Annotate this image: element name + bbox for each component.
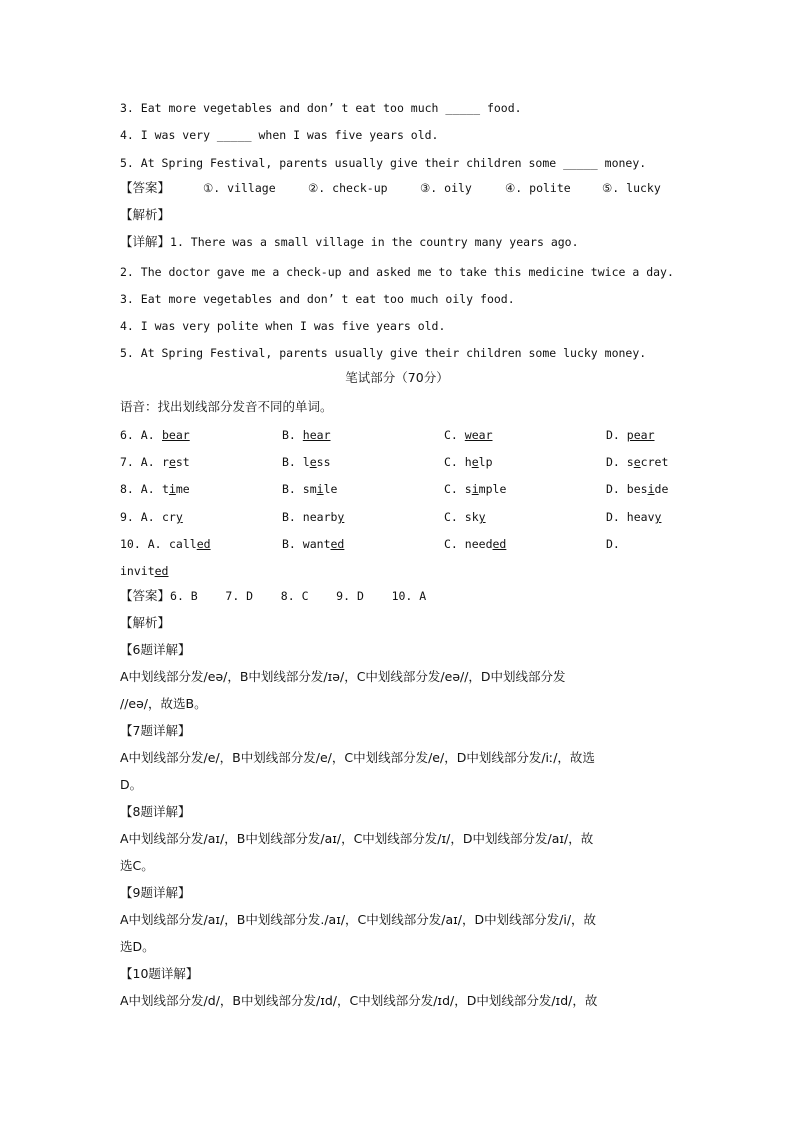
detail-text: 1. There was a small village in the country many years ago. <box>170 235 579 249</box>
underlined-part: hear <box>302 428 331 442</box>
option-word: wanted <box>302 537 345 551</box>
answer-label: 【答案】 <box>120 180 171 195</box>
option-word: cry <box>162 510 183 524</box>
option-c <box>444 536 506 552</box>
underlined-part: i <box>471 482 479 496</box>
option-c <box>444 454 493 470</box>
option-letter: D. <box>606 455 620 469</box>
option-word <box>465 428 493 442</box>
option-b <box>282 536 344 552</box>
detail-label: 【详解】 <box>120 234 171 249</box>
fill-question-5: 5. At Spring Festival, parents usually give their children some _____ money. <box>120 156 647 170</box>
option-a <box>162 509 183 525</box>
analysis-label: 【解析】 <box>120 615 171 630</box>
answer-item: ⑤. lucky <box>602 181 661 195</box>
underlined-part: ed <box>196 537 211 551</box>
explanation-line: A中划线部分发/d/，B中划线部分发/ɪd/，C中划线部分发/ɪd/，D中划线部分发/ɪd/，故 <box>120 993 598 1008</box>
question-number: 9. A. <box>120 510 155 524</box>
option-a <box>162 427 190 443</box>
option-word: help <box>464 455 493 469</box>
option-b <box>282 509 344 525</box>
option-word: secret <box>626 455 669 469</box>
underlined-part: bear <box>162 428 190 442</box>
question-number: 10. A. <box>120 537 162 551</box>
underlined-part: y <box>654 510 662 524</box>
option-a <box>162 454 190 470</box>
underlined-part: e <box>309 455 317 469</box>
answer-item: ①. village <box>203 181 276 195</box>
option-word: time <box>162 482 190 496</box>
option-letter: B. <box>282 455 296 469</box>
explanation-line: //eə/，故选B。 <box>120 696 207 711</box>
option-word: sky <box>464 510 486 524</box>
option-letter: D. <box>606 428 620 442</box>
answer-item: ③. oily <box>420 181 472 195</box>
option-b <box>282 454 331 470</box>
explanation-title: 【10题详解】 <box>120 966 199 981</box>
answer-key-text: 6. B 7. D 8. C 9. D 10. A <box>170 589 427 603</box>
detail-line-4: 4. I was very polite when I was five years old. <box>120 319 446 333</box>
option-word <box>627 428 655 442</box>
underlined-part: y <box>337 510 345 524</box>
question-number: 7. A. <box>120 455 155 469</box>
answer-key-line <box>120 588 426 604</box>
detail-line-3: 3. Eat more vegetables and don’ t eat too much oily food. <box>120 292 515 306</box>
option-word: needed <box>464 537 507 551</box>
underlined-part: i <box>316 482 324 496</box>
option-letter: C. <box>444 455 458 469</box>
underlined-part: i <box>647 482 655 496</box>
explanation-line: A中划线部分发/eə/，B中划线部分发/ɪə/，C中划线部分发/eə//，D中划线部分发 <box>120 669 566 684</box>
option-letter: B. <box>282 510 296 524</box>
underlined-part: e <box>633 455 641 469</box>
option-letter: B. <box>282 537 296 551</box>
underlined-part: e <box>471 455 479 469</box>
underlined-part: ed <box>492 537 507 551</box>
option-d <box>606 509 661 525</box>
underlined-part: wear <box>464 428 493 442</box>
explanation-line: 选C。 <box>120 858 154 873</box>
explanation-title: 【7题详解】 <box>120 723 191 738</box>
option-word: heavy <box>626 510 662 524</box>
explanation-line: D。 <box>120 777 143 792</box>
option-word: rest <box>162 455 190 469</box>
question-number: 6. A. <box>120 428 155 442</box>
underlined-part: y <box>478 510 486 524</box>
option-d-wrap: invited <box>120 564 169 578</box>
detail-line-5: 5. At Spring Festival, parents usually give their children some lucky money. <box>120 346 647 360</box>
option-word: simple <box>464 482 507 496</box>
underlined-part: e <box>168 455 176 469</box>
option-word: called <box>169 537 211 551</box>
option-letter: B. <box>282 482 296 496</box>
option-word: beside <box>626 482 669 496</box>
analysis-label: 【解析】 <box>120 207 171 222</box>
answer-item: ②. check-up <box>308 181 388 195</box>
explanation-line: A中划线部分发/aɪ/，B中划线部分发/aɪ/，C中划线部分发/ɪ/，D中划线部分发/aɪ/，故 <box>120 831 594 846</box>
option-d <box>606 427 655 443</box>
option-d <box>606 454 668 470</box>
fill-question-4: 4. I was very _____ when I was five years old. <box>120 128 439 142</box>
option-letter: C. <box>444 510 458 524</box>
option-letter: B. <box>282 428 296 442</box>
option-word: nearby <box>302 510 345 524</box>
option-a <box>169 536 211 552</box>
option-a <box>162 481 190 497</box>
option-b <box>282 481 337 497</box>
question-number: 8. A. <box>120 482 155 496</box>
option-c <box>444 509 486 525</box>
phonics-instruction: 语音：找出划线部分发音不同的单词。 <box>120 399 333 414</box>
explanation-line: A中划线部分发/e/，B中划线部分发/e/，C中划线部分发/e/，D中划线部分发/iː/，故选 <box>120 750 595 765</box>
option-d <box>606 481 668 497</box>
explanation-title: 【6题详解】 <box>120 642 191 657</box>
option-letter: D. <box>606 537 620 551</box>
explanation-title: 【8题详解】 <box>120 804 191 819</box>
option-c <box>444 481 506 497</box>
detail-line-2: 2. The doctor gave me a check-up and asked me to take this medicine twice a day. <box>120 265 674 279</box>
underlined-part: i <box>168 482 176 496</box>
option-letter: C. <box>444 428 458 442</box>
option-word <box>303 428 331 442</box>
section-title: 笔试部分（70分） <box>345 370 449 385</box>
explanation-line: A中划线部分发/aɪ/，B中划线部分发./aɪ/，C中划线部分发/aɪ/，D中划线部分发/i/，故 <box>120 912 597 927</box>
underlined-part: ed <box>330 537 345 551</box>
answer-label: 【答案】 <box>120 588 171 603</box>
underlined-part: ed <box>154 564 169 578</box>
option-letter: D. <box>606 510 620 524</box>
option-c <box>444 427 493 443</box>
option-word: less <box>302 455 331 469</box>
option-letter: C. <box>444 537 458 551</box>
option-d <box>606 536 620 552</box>
option-b <box>282 427 331 443</box>
underlined-part: y <box>175 510 183 524</box>
fill-question-3: 3. Eat more vegetables and don’ t eat too much _____ food. <box>120 101 522 115</box>
option-word <box>162 428 190 442</box>
answer-item: ④. polite <box>505 181 571 195</box>
explanation-title: 【9题详解】 <box>120 885 191 900</box>
option-word: smile <box>302 482 338 496</box>
option-letter: D. <box>606 482 620 496</box>
explanation-line: 选D。 <box>120 939 155 954</box>
detail-first-line <box>120 234 579 250</box>
underlined-part: pear <box>626 428 655 442</box>
option-letter: C. <box>444 482 458 496</box>
